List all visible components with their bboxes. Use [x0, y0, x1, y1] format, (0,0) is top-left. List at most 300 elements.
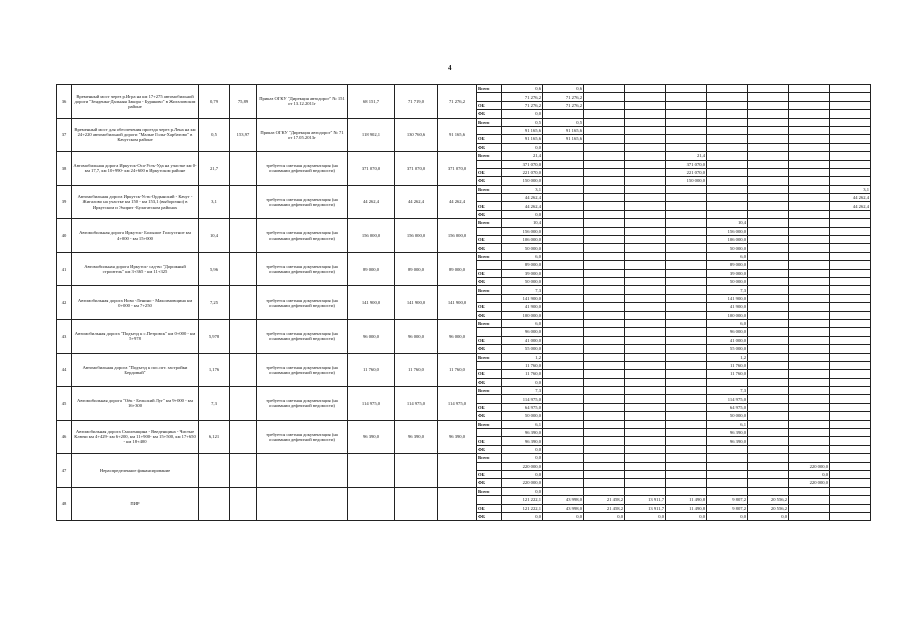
year-value: 50 000,0: [707, 412, 748, 420]
year-value: 11 760,0: [707, 370, 748, 378]
road-name: Автомобильная дорога "Оёк - Бельский Луг" км 9+000 - км 16+300: [72, 387, 199, 421]
year-value: [543, 345, 584, 353]
year-value: [584, 261, 625, 269]
year-value: [543, 185, 584, 193]
year-value: [748, 118, 789, 126]
year-value: 96 390,0: [707, 429, 748, 437]
year-value: 41 900,0: [502, 303, 543, 311]
year-value: [625, 227, 666, 235]
year-value: [625, 336, 666, 344]
year-value: 0,0: [502, 143, 543, 151]
table-row: [57, 152, 871, 160]
road-name: Автомобильная дорога Смоленщина - Введенщина - Чистые Ключи км 4+429- км 6+200, км 11+900- км 15+500, км 17+650 - км 18+400: [72, 420, 199, 454]
page-number: 4: [448, 64, 452, 72]
year-value: [543, 420, 584, 428]
year-value: [830, 370, 871, 378]
year-value: [584, 294, 625, 302]
year-value: [584, 177, 625, 185]
year-value: [584, 437, 625, 445]
length-km: 5,96: [199, 252, 230, 286]
year-value: [543, 143, 584, 151]
year-value: [748, 353, 789, 361]
remaining-cost: 156 000,0: [438, 219, 477, 253]
year-value: [830, 445, 871, 453]
row-number: 42: [57, 286, 72, 320]
year-value: [830, 336, 871, 344]
year-value: [543, 370, 584, 378]
year-value: [625, 361, 666, 369]
year-value: [789, 252, 830, 260]
current-cost: 71 719,0: [395, 85, 438, 119]
year-value: 91 165,6: [543, 126, 584, 134]
year-value: [543, 462, 584, 470]
year-value: [625, 353, 666, 361]
current-cost: 44 262,4: [395, 185, 438, 219]
year-value: [543, 152, 584, 160]
year-value: 106 000,0: [502, 236, 543, 244]
funding-source: [477, 194, 502, 202]
year-value: [584, 319, 625, 327]
year-value: [666, 412, 707, 420]
funding-source: ОБ: [477, 202, 502, 210]
year-value: 41 000,0: [502, 336, 543, 344]
year-value: [748, 429, 789, 437]
road-name: Автомобильная дорога "Подъезд к с.Петровск" км 0+000 - км 5+978: [72, 319, 199, 353]
funding-source: ФБ: [477, 110, 502, 118]
year-value: [543, 336, 584, 344]
funding-source: ФБ: [477, 378, 502, 386]
year-value: [748, 194, 789, 202]
year-value: 44 262,4: [502, 194, 543, 202]
year-value: [830, 286, 871, 294]
year-value: [584, 244, 625, 252]
year-value: [625, 370, 666, 378]
year-value: [666, 378, 707, 386]
year-value: 0,6: [502, 85, 543, 93]
year-value: [830, 177, 871, 185]
year-value: 50 000,0: [707, 277, 748, 285]
year-value: [830, 429, 871, 437]
year-value: 21 458,2: [584, 504, 625, 512]
year-value: [666, 227, 707, 235]
year-value: [748, 185, 789, 193]
road-name: Автомобильная дорога Ново -Ленино - Максимовщина км 0+000 - км 7+250: [72, 286, 199, 320]
year-value: [625, 261, 666, 269]
funding-source: Всего: [477, 487, 502, 495]
year-value: [830, 152, 871, 160]
current-cost: 96 000,0: [395, 319, 438, 353]
year-value: [543, 160, 584, 168]
length-km: 7,3: [199, 387, 230, 421]
year-value: [789, 454, 830, 462]
year-value: 7,3: [502, 286, 543, 294]
year-value: [584, 185, 625, 193]
year-value: [543, 227, 584, 235]
row-number: 37: [57, 118, 72, 152]
row-number: 45: [57, 387, 72, 421]
year-value: 39 000,0: [502, 269, 543, 277]
year-value: [625, 269, 666, 277]
year-value: 41 900,0: [707, 303, 748, 311]
year-value: [748, 395, 789, 403]
remaining-cost: [438, 487, 477, 521]
row-number: 48: [57, 487, 72, 521]
year-value: [666, 361, 707, 369]
year-value: 10,4: [707, 219, 748, 227]
year-value: 0,5: [543, 118, 584, 126]
year-value: [625, 210, 666, 218]
year-value: [625, 252, 666, 260]
year-value: 96 390,0: [502, 429, 543, 437]
year-value: [584, 135, 625, 143]
length-m: [230, 387, 257, 421]
year-value: [584, 236, 625, 244]
year-value: [789, 177, 830, 185]
year-value: 43 998,0: [543, 496, 584, 504]
year-value: [625, 135, 666, 143]
year-value: [625, 487, 666, 495]
year-value: [707, 118, 748, 126]
year-value: [584, 462, 625, 470]
road-name: Временный мост для обеспечения проезда через р.Лена на км 24+220 автомобильной дороги "Малые Голы-Харбатово" в Качугском районе: [72, 118, 199, 152]
year-value: 10,4: [502, 219, 543, 227]
row-number: 44: [57, 353, 72, 387]
year-value: 106 000,0: [707, 236, 748, 244]
funding-source: [477, 395, 502, 403]
year-value: [748, 412, 789, 420]
current-cost: 130 760,6: [395, 118, 438, 152]
year-value: 0,0: [543, 512, 584, 520]
year-value: 6,1: [502, 420, 543, 428]
year-value: [748, 261, 789, 269]
year-value: 96 000,0: [707, 328, 748, 336]
year-value: [625, 126, 666, 134]
year-value: [584, 194, 625, 202]
funding-source: ФБ: [477, 412, 502, 420]
year-value: [707, 487, 748, 495]
year-value: [584, 227, 625, 235]
funding-source: ОБ: [477, 336, 502, 344]
estimated-cost: 156 000,0: [348, 219, 395, 253]
length-m: [230, 252, 257, 286]
year-value: [789, 160, 830, 168]
year-value: [625, 177, 666, 185]
document-basis: требуется сметная документация (на основании дефектной ведомости): [257, 420, 348, 454]
table-row: [57, 319, 871, 327]
year-value: [666, 118, 707, 126]
year-value: [543, 286, 584, 294]
year-value: [625, 429, 666, 437]
year-value: [666, 328, 707, 336]
table-row: [57, 85, 871, 93]
funding-source: [477, 294, 502, 302]
funding-source: ОБ: [477, 437, 502, 445]
year-value: [789, 303, 830, 311]
year-value: [666, 126, 707, 134]
year-value: [584, 269, 625, 277]
year-value: [584, 143, 625, 151]
funding-source: [477, 496, 502, 504]
year-value: [830, 470, 871, 478]
year-value: 71 276,2: [502, 101, 543, 109]
year-value: [789, 143, 830, 151]
year-value: 50 000,0: [502, 244, 543, 252]
year-value: [748, 202, 789, 210]
funding-source: ОБ: [477, 168, 502, 176]
year-value: 156 000,0: [707, 227, 748, 235]
remaining-cost: 96 390,0: [438, 420, 477, 454]
year-value: 9 807,2: [707, 504, 748, 512]
year-value: [748, 227, 789, 235]
year-value: [830, 118, 871, 126]
year-value: [748, 454, 789, 462]
funding-source: ОБ: [477, 135, 502, 143]
year-value: [748, 336, 789, 344]
year-value: [707, 110, 748, 118]
year-value: [707, 101, 748, 109]
year-value: [707, 177, 748, 185]
year-value: 0,0: [502, 210, 543, 218]
year-value: [584, 168, 625, 176]
year-value: 64 975,0: [502, 403, 543, 411]
year-value: [666, 194, 707, 202]
year-value: 21,4: [502, 152, 543, 160]
year-value: [789, 412, 830, 420]
year-value: 6,0: [502, 252, 543, 260]
year-value: [625, 202, 666, 210]
document-basis: требуется сметная документация (на основании дефектной ведомости): [257, 353, 348, 387]
year-value: 150 000,0: [666, 177, 707, 185]
year-value: [584, 445, 625, 453]
year-value: [666, 319, 707, 327]
table-row: [57, 286, 871, 294]
year-value: 13 911,7: [625, 496, 666, 504]
year-value: [625, 118, 666, 126]
year-value: [789, 328, 830, 336]
year-value: [830, 512, 871, 520]
year-value: [625, 403, 666, 411]
year-value: [584, 345, 625, 353]
year-value: [789, 152, 830, 160]
year-value: 44 262,4: [830, 202, 871, 210]
estimated-cost: 44 262,4: [348, 185, 395, 219]
table-row: [57, 454, 871, 462]
year-value: [666, 437, 707, 445]
year-value: [543, 378, 584, 386]
year-value: [789, 429, 830, 437]
year-value: 0,0: [502, 378, 543, 386]
year-value: [748, 479, 789, 487]
year-value: 7,3: [707, 387, 748, 395]
year-value: [584, 210, 625, 218]
year-value: [830, 311, 871, 319]
length-km: [199, 454, 230, 488]
year-value: [789, 395, 830, 403]
year-value: 41 000,0: [707, 336, 748, 344]
year-value: [789, 496, 830, 504]
funding-source: [477, 361, 502, 369]
year-value: [543, 328, 584, 336]
row-number: 36: [57, 85, 72, 119]
year-value: [830, 403, 871, 411]
year-value: 71 276,2: [543, 93, 584, 101]
year-value: [748, 210, 789, 218]
funding-source: Всего: [477, 454, 502, 462]
length-m: [230, 353, 257, 387]
year-value: [748, 437, 789, 445]
year-value: [625, 311, 666, 319]
year-value: 0,0: [502, 487, 543, 495]
funding-source: ФБ: [477, 177, 502, 185]
estimated-cost: [348, 454, 395, 488]
year-value: [707, 85, 748, 93]
year-value: [748, 85, 789, 93]
year-value: 9 807,2: [707, 496, 748, 504]
length-km: 21,7: [199, 152, 230, 186]
year-value: [830, 361, 871, 369]
year-value: [830, 110, 871, 118]
year-value: [789, 219, 830, 227]
document-basis: требуется сметная документация (на основании дефектной ведомости): [257, 252, 348, 286]
year-value: 44 262,4: [830, 194, 871, 202]
year-value: [543, 353, 584, 361]
funding-source: [477, 261, 502, 269]
year-value: [666, 277, 707, 285]
year-value: [748, 168, 789, 176]
funding-source: Всего: [477, 387, 502, 395]
year-value: [543, 269, 584, 277]
funding-source: ОБ: [477, 236, 502, 244]
year-value: [789, 227, 830, 235]
year-value: [543, 319, 584, 327]
remaining-cost: 371 070,0: [438, 152, 477, 186]
year-value: 11 760,0: [502, 370, 543, 378]
year-value: [830, 328, 871, 336]
year-value: 11 490,8: [666, 504, 707, 512]
estimated-cost: 68 151,7: [348, 85, 395, 119]
year-value: [584, 118, 625, 126]
funding-source: [477, 227, 502, 235]
year-value: 1,2: [502, 353, 543, 361]
year-value: [666, 487, 707, 495]
year-value: [625, 85, 666, 93]
year-value: [625, 470, 666, 478]
year-value: [789, 353, 830, 361]
year-value: [543, 294, 584, 302]
year-value: [625, 143, 666, 151]
year-value: [543, 277, 584, 285]
year-value: [789, 93, 830, 101]
year-value: [707, 378, 748, 386]
remaining-cost: 96 000,0: [438, 319, 477, 353]
year-value: [830, 504, 871, 512]
year-value: [666, 202, 707, 210]
year-value: [625, 110, 666, 118]
year-value: [543, 311, 584, 319]
year-value: [748, 101, 789, 109]
year-value: [789, 504, 830, 512]
document-basis: требуется сметная документация (на основании дефектной ведомости): [257, 219, 348, 253]
length-m: [230, 454, 257, 488]
year-value: [789, 168, 830, 176]
funding-source: [477, 126, 502, 134]
year-value: 6,1: [707, 420, 748, 428]
funding-source: ФБ: [477, 277, 502, 285]
year-value: 89 000,0: [502, 261, 543, 269]
year-value: [830, 319, 871, 327]
document-basis: требуется сметная документация (на основании дефектной ведомости): [257, 319, 348, 353]
year-value: [830, 303, 871, 311]
year-value: [543, 395, 584, 403]
year-value: [830, 387, 871, 395]
year-value: 0,0: [789, 470, 830, 478]
year-value: [789, 194, 830, 202]
year-value: [666, 269, 707, 277]
current-cost: [395, 487, 438, 521]
year-value: [748, 303, 789, 311]
year-value: [830, 378, 871, 386]
year-value: [789, 286, 830, 294]
year-value: [748, 252, 789, 260]
year-value: [666, 445, 707, 453]
row-number: 43: [57, 319, 72, 353]
year-value: [789, 512, 830, 520]
document-basis: [257, 454, 348, 488]
year-value: [625, 244, 666, 252]
year-value: [543, 303, 584, 311]
year-value: [748, 135, 789, 143]
year-value: [748, 319, 789, 327]
year-value: 91 165,6: [502, 126, 543, 134]
year-value: [584, 252, 625, 260]
year-value: [666, 261, 707, 269]
current-cost: 371 070,0: [395, 152, 438, 186]
year-value: 96 390,0: [502, 437, 543, 445]
year-value: 11 760,0: [502, 361, 543, 369]
year-value: [830, 210, 871, 218]
current-cost: 96 390,0: [395, 420, 438, 454]
year-value: [748, 445, 789, 453]
year-value: 221 070,0: [666, 168, 707, 176]
year-value: [748, 110, 789, 118]
year-value: [584, 403, 625, 411]
length-m: [230, 286, 257, 320]
road-name: Автомобильная дорога Иркутск-Усть-Ордынский - Качуг - Жигалово на участке км 150 - км 153,1 (выборочно) в Иркутском и Эхирит -Булагатском районах: [72, 185, 199, 219]
year-value: 156 000,0: [502, 227, 543, 235]
year-value: 13 911,7: [625, 504, 666, 512]
year-value: [666, 294, 707, 302]
funding-source: Всего: [477, 152, 502, 160]
year-value: [584, 328, 625, 336]
year-value: [543, 168, 584, 176]
year-value: [584, 395, 625, 403]
year-value: 220 000,0: [502, 479, 543, 487]
funding-source: [477, 462, 502, 470]
table-row: [57, 118, 871, 126]
year-value: [748, 420, 789, 428]
funding-source: ФБ: [477, 311, 502, 319]
funding-source: ФБ: [477, 479, 502, 487]
year-value: [748, 345, 789, 353]
length-m: 75,89: [230, 85, 257, 119]
year-value: [584, 277, 625, 285]
year-value: [830, 85, 871, 93]
length-km: 0,79: [199, 85, 230, 119]
road-name: Автомобильная дорога Иркутск- сад-во "Дорожный строитель" км 3+365 - км 11+325: [72, 252, 199, 286]
year-value: [748, 286, 789, 294]
year-value: 0,0: [584, 512, 625, 520]
year-value: 44 262,4: [502, 202, 543, 210]
